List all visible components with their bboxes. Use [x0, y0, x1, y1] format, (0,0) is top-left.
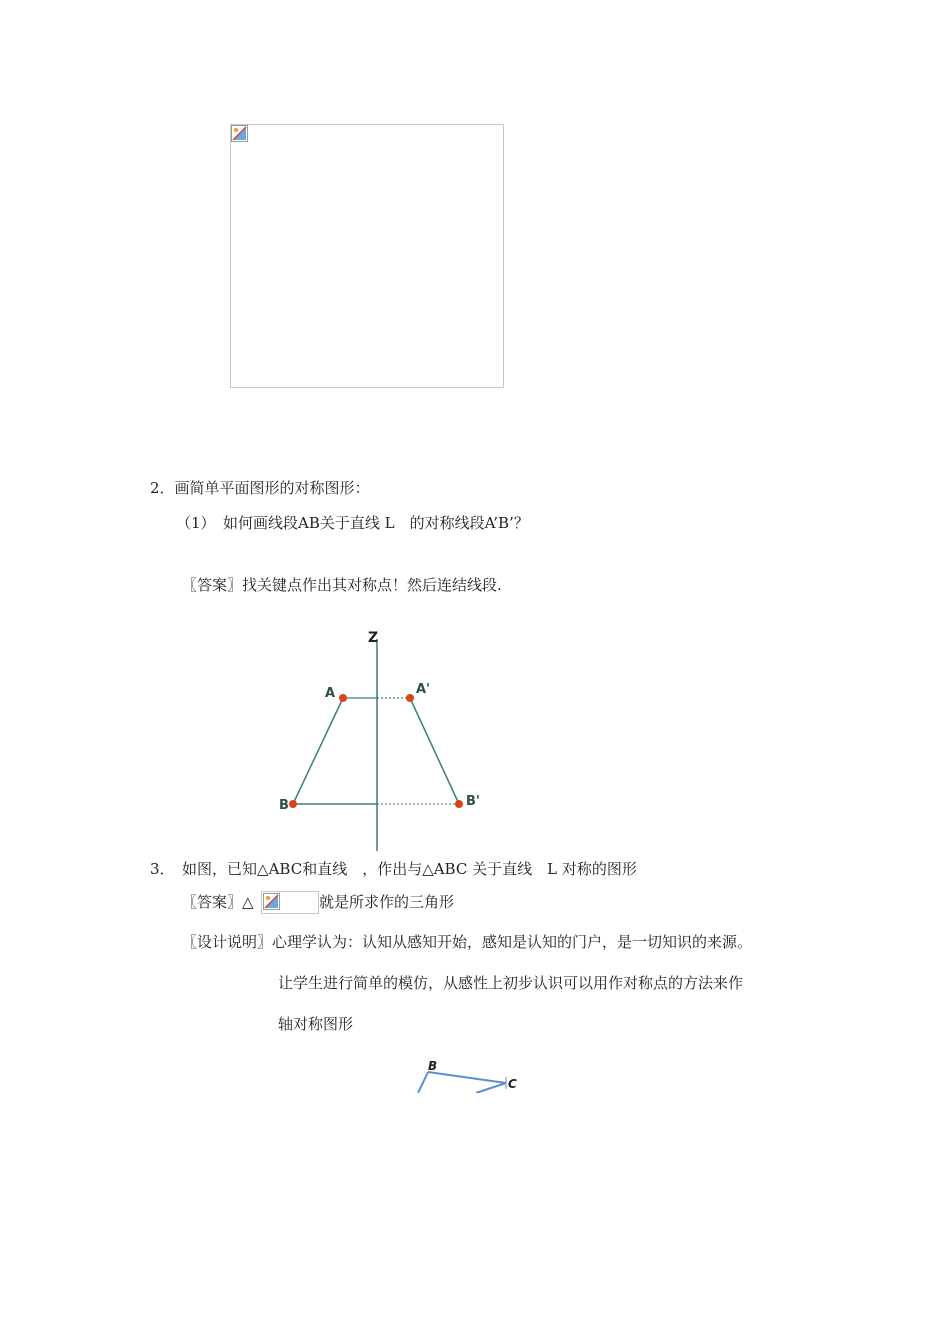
point-b [289, 800, 297, 808]
question-3: 3． 如图，已知△ABC和直线 ，作出与△ABC 关于直线 L 对称的图形 [150, 860, 637, 878]
broken-image-icon [263, 893, 280, 910]
broken-image-icon [231, 125, 248, 142]
answer-text: 〖答案〗找关键点作出其对称点！然后连结线段. [182, 576, 502, 594]
inline-broken-image [261, 891, 319, 914]
reflection-figure [270, 625, 500, 855]
label-a-prime: A' [416, 682, 431, 697]
answer-3-suffix: 就是所求作的三角形 [319, 893, 455, 911]
segment-ab [293, 698, 343, 804]
axis-label: Z [368, 630, 379, 646]
section-2-heading: 2．画简单平面图形的对称图形： [150, 479, 370, 497]
point-a [339, 694, 347, 702]
answer-3-prefix: 〖答案〗△ [182, 893, 254, 911]
segment-a-prime-b-prime [410, 698, 459, 804]
label-b: B [279, 798, 289, 813]
design-note-line-1: 〖设计说明〗心理学认为：认知从感知开始，感知是认知的门户，是一切知识的来源。 [182, 933, 753, 951]
triangle-figure [396, 1055, 536, 1093]
point-b-prime [455, 800, 463, 808]
question-1: （1） 如何画线段AB关于直线 L 的对称线段A’B’？ [176, 514, 529, 532]
label-b: B [428, 1059, 438, 1073]
design-note-line-3: 轴对称图形 [278, 1015, 354, 1033]
broken-image-placeholder [230, 124, 504, 388]
label-c: C [508, 1077, 517, 1091]
label-b-prime: B' [466, 794, 480, 809]
design-note-line-2: 让学生进行简单的模仿，从感性上初步认识可以用作对称点的方法来作 [278, 974, 744, 992]
point-a-prime [406, 694, 414, 702]
label-a: A [325, 686, 336, 701]
